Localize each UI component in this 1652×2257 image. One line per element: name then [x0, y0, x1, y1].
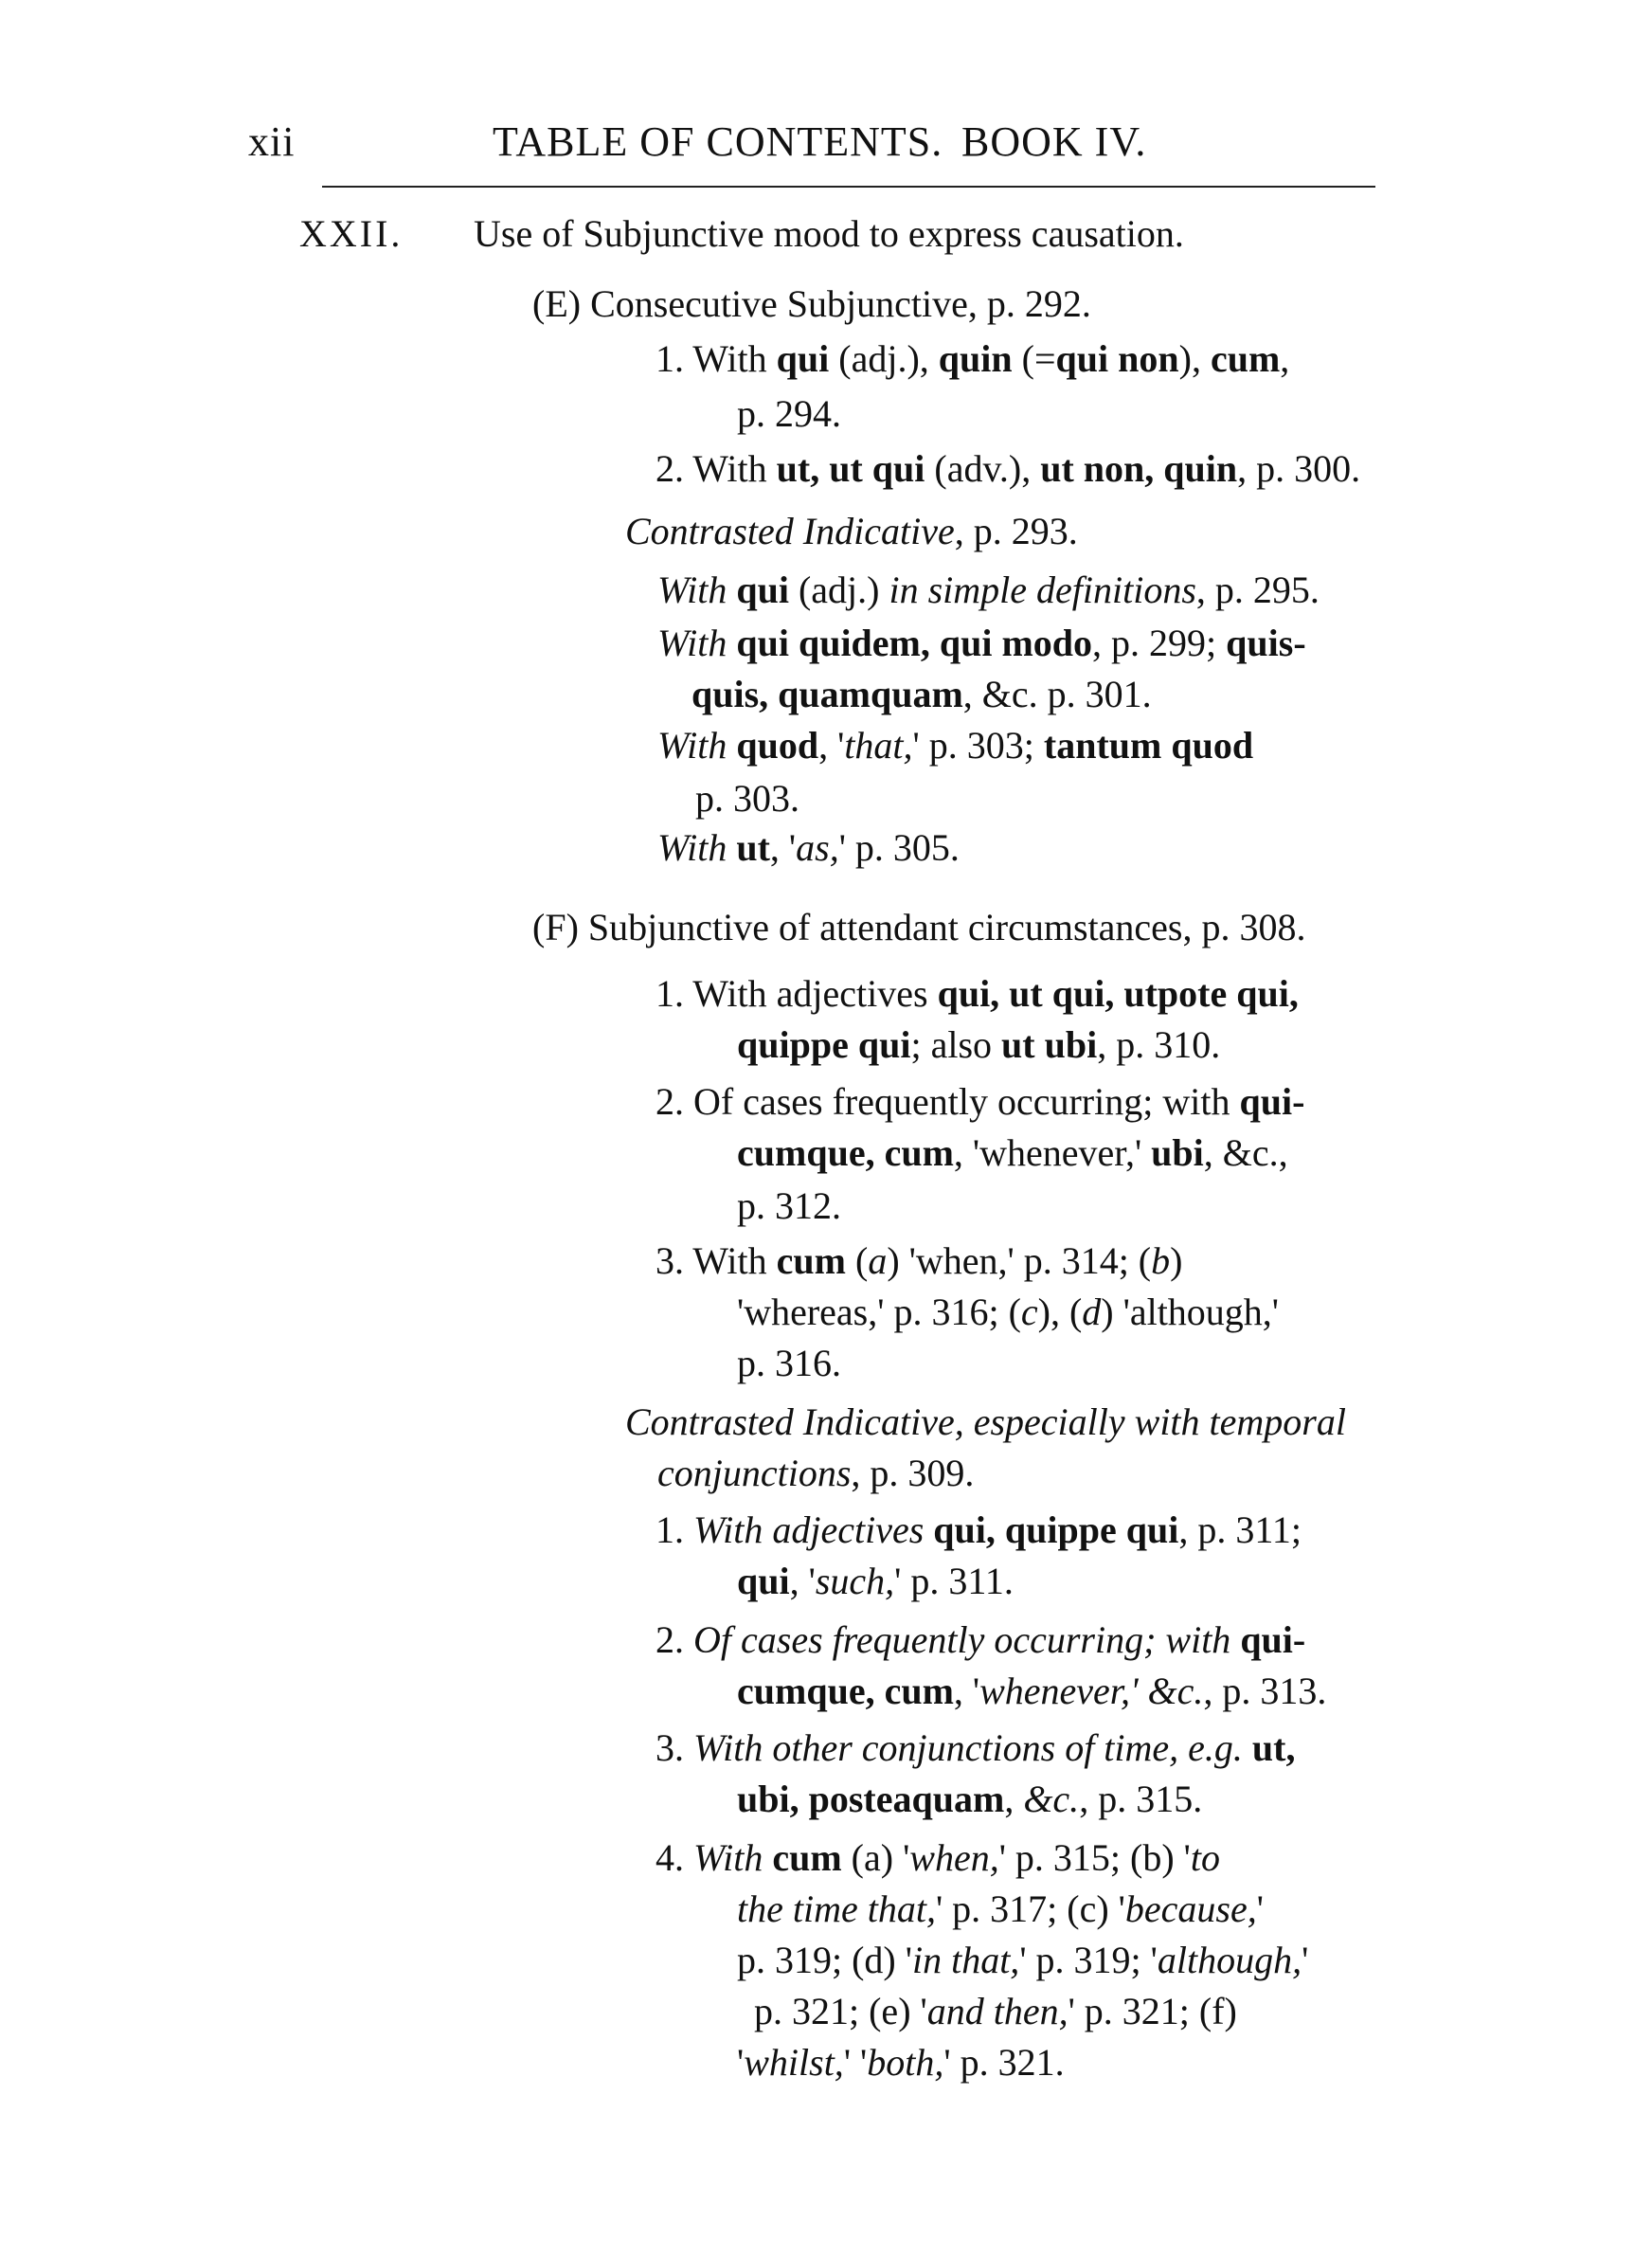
section-e-item-1-cont: p. 294. [737, 392, 841, 435]
section-f-item-2: 2. Of cases frequently occurring; with qui- [655, 1080, 1305, 1123]
chapter-number: XXII. [299, 212, 404, 255]
section-f-heading: (F) Subjunctive of attendant circumstances, p. 308. [532, 906, 1306, 948]
section-f-contrast-4-line-2: the time that,' p. 317; (c) 'because,' [737, 1887, 1264, 1930]
section-e-contrast-3-cont: p. 303. [695, 777, 799, 820]
section-f-contrast-3: 3. With other conjunctions of time, e.g. ut, [655, 1726, 1296, 1769]
section-f-contrast-heading-cont: conjunctions, p. 309. [657, 1452, 975, 1494]
header-rule [322, 186, 1375, 188]
section-f-item-2-page: p. 312. [737, 1184, 841, 1227]
section-f-contrast-1-cont: qui, 'such,' p. 311. [737, 1560, 1014, 1602]
section-e-contrast-3: With quod, 'that,' p. 303; tantum quod [657, 724, 1254, 767]
section-f-contrast-1: 1. With adjectives qui, quippe qui, p. 311; [655, 1508, 1302, 1551]
section-e-item-2: 2. With ut, ut qui (adv.), ut non, quin, p. 300. [655, 447, 1361, 490]
section-e-contrast-4: With ut, 'as,' p. 305. [657, 826, 960, 869]
section-f-item-3-page: p. 316. [737, 1342, 841, 1384]
section-f-item-3-cont: 'whereas,' p. 316; (c), (d) 'although,' [737, 1291, 1280, 1333]
book-label: BOOK IV. [961, 118, 1147, 165]
section-f-item-3: 3. With cum (a) 'when,' p. 314; (b) [655, 1239, 1183, 1282]
running-title: TABLE OF CONTENTS. [493, 118, 943, 165]
chapter-title: Use of Subjunctive mood to express causation. [474, 212, 1184, 255]
section-e-contrast-2: With qui quidem, qui modo, p. 299; quis- [657, 622, 1306, 664]
section-f-item-1: 1. With adjectives qui, ut qui, utpote qui, [655, 972, 1299, 1015]
section-f-contrast-4-line-3: p. 319; (d) 'in that,' p. 319; 'although,' [737, 1939, 1309, 1981]
section-f-contrast-3-cont: ubi, posteaquam, &c., p. 315. [737, 1778, 1203, 1820]
section-f-item-2-cont: cumque, cum, 'whenever,' ubi, &c., [737, 1131, 1288, 1174]
section-e-contrast-2-cont: quis, quamquam, &c. p. 301. [691, 673, 1152, 715]
section-f-contrast-4-line-5: 'whilst,' 'both,' p. 321. [737, 2041, 1065, 2084]
section-e-heading: (E) Consecutive Subjunctive, p. 292. [532, 282, 1091, 325]
section-e-contrast-1: With qui (adj.) in simple definitions, p. 295. [657, 569, 1320, 611]
section-e-contrast-heading: Contrasted Indicative, p. 293. [625, 510, 1078, 552]
section-f-contrast-4: 4. With cum (a) 'when,' p. 315; (b) 'to [655, 1836, 1221, 1879]
section-f-contrast-4-line-4: p. 321; (e) 'and then,' p. 321; (f) [754, 1990, 1237, 2032]
page-number: xii [248, 118, 296, 165]
section-f-contrast-2: 2. Of cases frequently occurring; with qui- [655, 1618, 1306, 1661]
section-f-item-1-cont: quippe qui; also ut ubi, p. 310. [737, 1023, 1221, 1066]
section-e-item-1: 1. With qui (adj.), quin (=qui non), cum, [655, 337, 1290, 380]
section-f-contrast-2-cont: cumque, cum, 'whenever,' &c., p. 313. [737, 1670, 1327, 1712]
section-f-contrast-heading: Contrasted Indicative, especially with temporal [625, 1400, 1346, 1443]
